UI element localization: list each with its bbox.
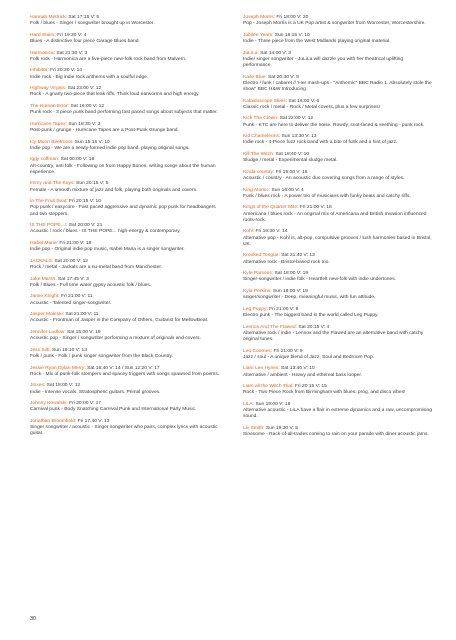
artist-details: Fri 21:00 V: 18 Indie pop - Original indie pop music, Isabel Maria is a singer songwriter. <box>30 240 185 253</box>
artist-details: Sat 20:00 V: 21 Acoustic / rock / blues - IS THE POPE... high-energy & contemporary. <box>30 223 181 235</box>
listing-entry <box>30 68 220 80</box>
artist-name: Kings of the Quarter Mile: <box>243 205 299 211</box>
artist-details: Fri 20:15 V: 15 Rock - Two Piece Rock from Birmingham with blues, prog, and disco vibes! <box>243 384 406 396</box>
listing-entry <box>30 15 220 27</box>
artist-details: Sat 23:00 V: 12 Rock - A gnarly two-piece that leak riffs. Think loud earworms and high energy. <box>30 86 200 98</box>
listing-entry <box>30 419 220 438</box>
artist-name: Jubilee Years: <box>243 32 274 38</box>
artist-details: Sat 20:30 V: 9 Electro / funk / cabaret // 'Her mash-ups - "Anthemic" BBC Radio 1. Absolutely stole the show" BBC H&W Introducing. <box>243 74 432 92</box>
right-column <box>243 15 433 444</box>
page-number: 30 <box>30 616 37 622</box>
listing-entry <box>30 140 220 152</box>
artist-name: Icy Moon Beetroots: <box>30 139 74 145</box>
artist-name: Jasper Maleski: <box>30 312 64 318</box>
artist-details: Fri 19:30 V: 14 Alternative pop - Kohl is, alt-pop, compulsive grooves / lush harmonies based in Bristol, UK. <box>243 229 432 247</box>
artist-name: The Human Error: <box>30 103 70 109</box>
artist-name: Highway Virgins: <box>30 86 67 92</box>
listing-entry <box>243 152 433 164</box>
listing-entry <box>30 401 220 413</box>
artist-name: Jessie Ryan Dylan Merry: <box>30 365 86 371</box>
listing-entry <box>30 294 220 306</box>
artist-details: Sat 15:00 V: 19 Acoustic pop - Singer / songwriter performing a mixture of originals and covers. <box>30 329 201 342</box>
listing-entry <box>243 170 433 182</box>
listing-entry <box>243 426 433 438</box>
artist-name: Jake Marsh: <box>30 276 57 282</box>
listing-entry <box>243 75 433 94</box>
listing-entry <box>30 277 220 289</box>
artist-details: Sun 16:00 V: 4 Funk / blues rock - A power trio of musicians with funky beats and catchy riffs. <box>243 187 411 199</box>
listing-entry <box>243 289 433 301</box>
listing-entry <box>243 271 433 283</box>
listing-entry <box>243 307 433 319</box>
artist-name: Immy and The Keys: <box>30 181 75 187</box>
listing-entry <box>243 366 433 378</box>
listing-entry <box>243 325 433 344</box>
listing-entry <box>30 199 220 218</box>
artist-name: IS THE POPE...!: <box>30 223 68 229</box>
artist-details: Fri 19:30 V: 4 Blues - A distinctive four piece Garage Blues band. <box>30 32 140 44</box>
artist-details: Sat 20:15 V: 4 Alternative rock / indie - Lennox and the Flawed are an alternative band with catchy original tunes. <box>243 324 424 342</box>
listing-entry <box>243 402 433 421</box>
artist-name: Kalaidoscope Skies: <box>243 98 288 104</box>
artist-details: Sat 20:00 V: 12 Rock / metal - Jackals are a nu-metal band from Manchester. <box>30 258 163 270</box>
artist-details: Sat 21:30 V: 3 Folk rock - Harmonica are a five-piece new-folk rock band from Malvern. <box>30 50 187 62</box>
artist-details: Sat 18:40 V: 10 Sludge / metal - Experimental sludge metal. <box>243 151 338 164</box>
artist-name: Hard Stairs: <box>30 32 56 38</box>
artist-details: Sat 18:00 V: 19 Singer-songwriter / indie folk - Heartfelt new-folk with indie undertones. <box>243 271 397 283</box>
artist-name: Isabel Maria: <box>30 240 58 246</box>
artist-details: Sun 19:00 V: 16 Alternative acoustic - LiLA have a flair in extreme dynamics and a raw, uncompromising sound. <box>243 401 432 420</box>
listing-entry <box>30 122 220 134</box>
artist-name: Jennifer Ludlow: <box>30 329 66 335</box>
artist-name: Kyla Perkins: <box>243 288 272 294</box>
listing-entry <box>243 349 433 361</box>
artist-name: Kick The Clown: <box>243 116 279 122</box>
left-column <box>30 15 220 443</box>
artist-details: Sun 19:30 V: 5 Sinesome - Rack-of-all-trades coming to rain on your parade with diner acoustic jams. <box>243 425 429 438</box>
artist-name: Hannah Mettrick: <box>30 15 67 20</box>
artist-name: Harmonica: <box>30 50 56 56</box>
listing-entry <box>30 241 220 253</box>
artist-details: Sun 15:15 V: 10 Indie pop - We are a newly-formed indie pop band, playing original songs. <box>30 139 190 151</box>
artist-name: Liam Lee Hynes: <box>243 366 280 372</box>
artist-name: Jinxes: <box>30 383 46 389</box>
artist-name: Johnny Kowalski: <box>30 401 68 407</box>
artist-name: Krooked Tongue: <box>243 253 280 259</box>
artist-details: Sat 13:40 V: 10 Alternative / ambient - Heavy and ethereal bass looper. <box>243 366 363 378</box>
artist-details: Sat 21:40 V: 13 Alternative rock - Bristol-based rock trio. <box>243 253 330 265</box>
listing-entry <box>30 51 220 63</box>
listing-entry <box>243 188 433 200</box>
artist-name: Kyle Parsons: <box>243 271 274 277</box>
listing-entry <box>243 205 433 224</box>
listing-entry <box>243 229 433 248</box>
artist-name: Liv Smith: <box>243 425 265 431</box>
artist-details: Fri 20:30 V: 14 Indie rock - Big indie rock anthems with a soulful edge. <box>30 68 149 80</box>
listing-entry <box>30 312 220 324</box>
artist-details: Fri 17:40 V: 13 Singer songwriter / acoustic - Singer songwriter who pairs, complex lyrics with acoustic guitar. <box>30 418 218 437</box>
artist-name: Iggy coffman: <box>30 157 60 163</box>
artist-details: Sat 17:45 V: 3 Folk / Blues - Full time water gypsy acoustic folk / blues. <box>30 276 152 288</box>
artist-details: Sat 22:00 V: 12 Punk - KTC are here to deliver the noise. Rowdy, snot-faced & seething - punk rock. <box>243 116 425 128</box>
artist-name: Joseph Morris: <box>243 15 276 20</box>
artist-name: JuLiLa: <box>243 50 259 56</box>
listing-entry <box>30 223 220 235</box>
artist-name: Kaite Blue: <box>243 74 267 80</box>
artist-details: Sat 14:00 V: 3 Indie/ singer songwriter - JuLiLa will dazzle you with her theatrical uplifting performance. <box>243 50 404 68</box>
artist-details: Sun 19:10 V: 13 Folk / punk - Folk / punk singer songwriter from the Black Country. <box>30 347 173 359</box>
artist-name: Lennox And The Flawed: <box>243 324 298 330</box>
listing-entry <box>243 384 433 396</box>
listing-entry <box>30 383 220 395</box>
artist-name: Leo Coomes: <box>243 348 273 354</box>
artist-name: Kinda country: <box>243 169 275 175</box>
artist-details: Fri 21:00 V: 16 Americana / blues rock - An original mix of Americana and British Invasion influenced roots-rock. <box>243 205 427 223</box>
listing-entry <box>30 33 220 45</box>
listing-entry <box>30 259 220 271</box>
artist-details: Fri 21:00 V: 8 Electro punk - The biggest band in the world called Leg Puppy. <box>243 306 379 318</box>
artist-details: Fri 19:00 V: 16 Acoustic / country - An acoustic duo covering songs from a range of styles. <box>243 169 405 181</box>
artist-details: Sat 16:00 V: 6 Classic rock / metal - Rock / Metal covers, plus a few surprises! <box>243 98 380 110</box>
artist-details: Fri 18:00 V: 20 Pop - Joseph Morris is a UK Pop artist & songwriter from Worcester, Worcestershire. <box>243 15 426 27</box>
artist-details: Sat 16:40 V: 14 / Sun 12:20 V: 17 Rock - Mix of punk-folk stompers and spacey triggers with songs spawned from poems. <box>30 365 220 377</box>
artist-details: Sat 18:00 V: 12 Indie - Intense vocals. Stratospheric guitars. Primal grooves. <box>30 383 161 395</box>
artist-name: King Atomic: <box>243 187 271 193</box>
listing-entry <box>30 86 220 98</box>
artist-details: Sun 16:15 V: 10 Indie - Three piece from the West Midlands playing original material. <box>243 32 391 44</box>
listing-entry <box>243 253 433 265</box>
artist-name: JACKALS: <box>30 258 54 264</box>
listing-entry <box>243 15 433 27</box>
artist-name: Jess Silk: <box>30 347 51 353</box>
listing-entry <box>243 51 433 70</box>
artist-name: Liam all the Witch Trial: <box>243 384 294 390</box>
artist-name: LiLA: <box>243 401 255 407</box>
artist-details: Sat 16:00 V: 12 Punk rock - 3 piece punk band performing fast paced songs about subjects that matter. <box>30 103 218 116</box>
artist-details: Sun 18:30 V: 3 Post-punk / grunge - Hurricane Tapes are a Post-Punk Grunge band. <box>30 121 179 133</box>
artist-details: Sun 18:00 V: 19 singer/songwriter - Deep, meaningful music, with fun attitude. <box>243 288 376 301</box>
listing-entry <box>30 330 220 342</box>
listing-entry <box>30 157 220 176</box>
artist-details: Fri 21:00 V: 9 Jazz / soul - A unique blend of Jazz, Soul and Bedroom Pop. <box>243 348 375 360</box>
artist-name: Hurricane Tapes: <box>30 121 67 127</box>
artist-name: Kill The Witch: <box>243 151 275 157</box>
artist-details: Fri 21:00 V: 11 Acoustic - Talented singer-songwriter. <box>30 294 112 306</box>
listing-entry <box>30 104 220 116</box>
listing-entry <box>30 348 220 360</box>
artist-details: Sat 17:15 V: 5 Folk / blues - Singer / songwriter brought up in Worcester. <box>30 15 155 27</box>
artist-name: Jonathan Broomfield: <box>30 418 77 424</box>
artist-name: Kohl: <box>243 229 255 235</box>
artist-name: Kid Chameleons: <box>243 134 281 140</box>
listing-entry <box>243 99 433 111</box>
listing-entry <box>243 33 433 45</box>
listing-entry <box>30 181 220 193</box>
listing-entry <box>30 366 220 378</box>
listing-entry <box>243 116 433 128</box>
artist-name: Inhibitor: <box>30 68 49 74</box>
artist-name: In The Fruit Seat: <box>30 199 68 205</box>
artist-name: Jamie Knight: <box>30 294 60 300</box>
artist-details: Fri 20:15 V: 10 Pop punk / easycore - Fast paced aggressive and dynamic pop punk for headbangers and two steppers. <box>30 199 216 217</box>
artist-details: Sun 13:30 V: 13 Indie rock - 4-Piece fuzz rock band with a bite of funk and a hint of jazz. <box>243 134 398 146</box>
artist-name: Leg Puppy: <box>243 306 268 312</box>
artist-details: Fri 20:00 V: 17 Carnival punk - Body Snatching Carnival Punk and International Party Music. <box>30 401 197 413</box>
listing-entry <box>243 134 433 146</box>
artist-details: Sat 00:00 V: 18 Alt-country, anti folk - Following on from Happy Bones, writing songs about the human experience. <box>30 157 216 175</box>
artist-details: Sat 21:00 V: 11 Acoustic - Frontman of Jasper in the Company of Others, Guitarist for MellowBear. <box>30 312 209 324</box>
artist-details: Sun 20:15 V: 5 Female - A smooth mixture of jazz and folk, playing both originals and covers. <box>30 181 198 193</box>
